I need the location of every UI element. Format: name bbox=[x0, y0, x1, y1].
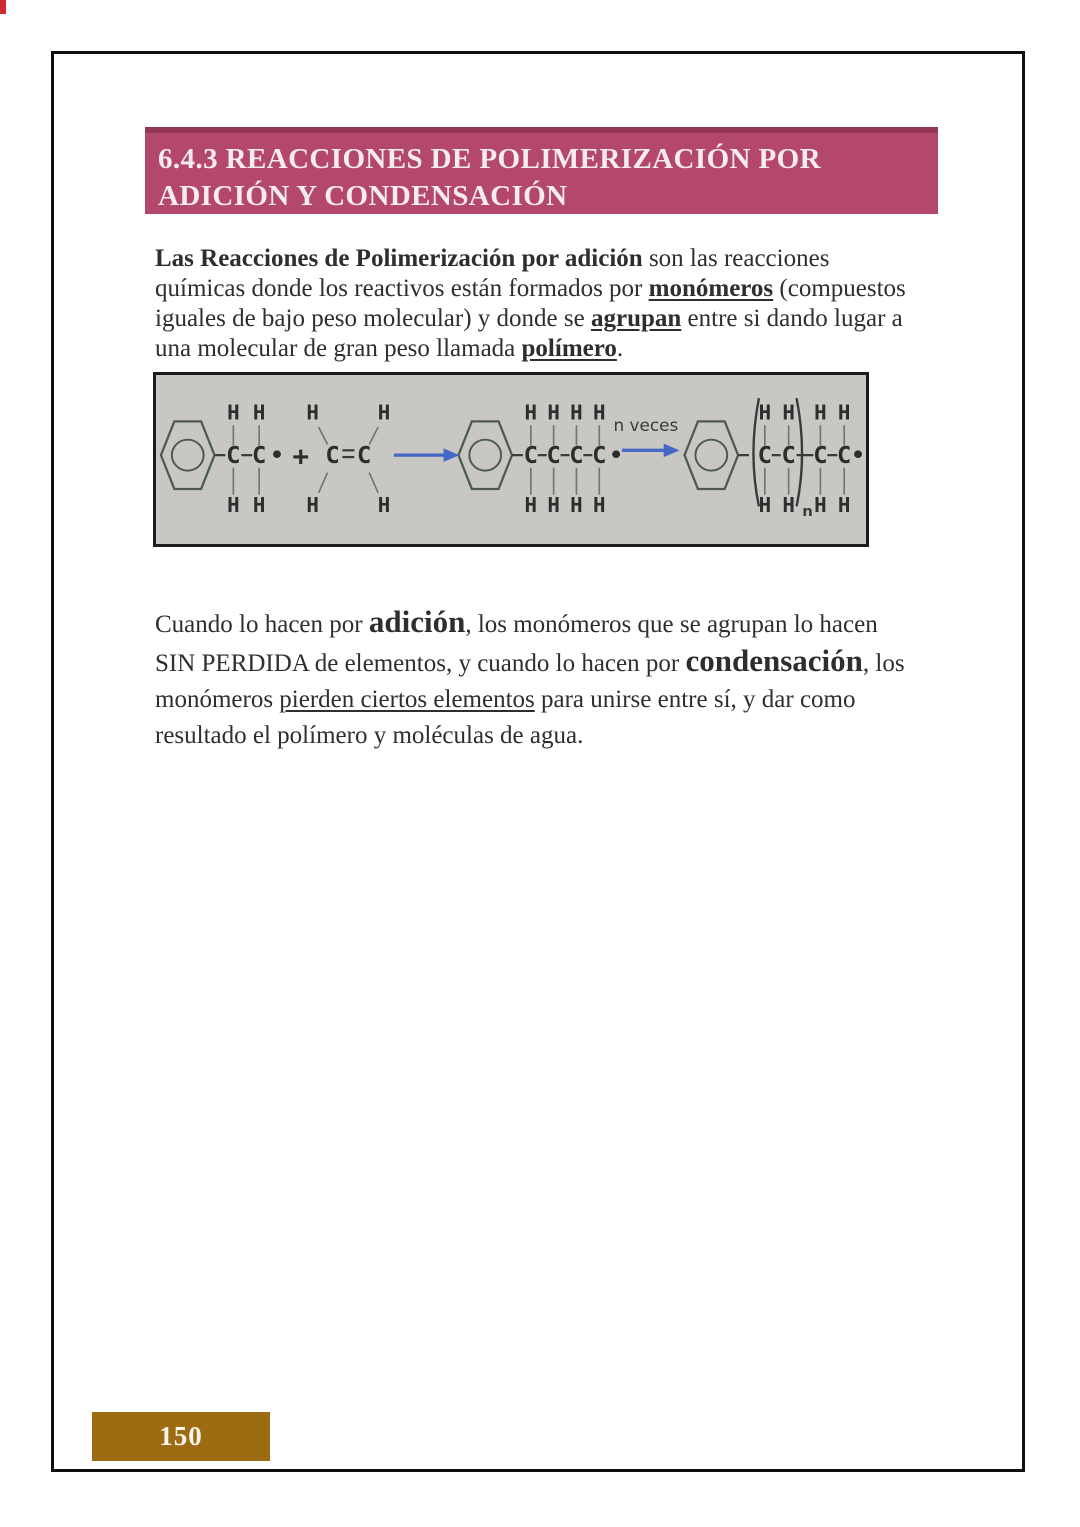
text-line bbox=[155, 718, 985, 754]
atom-label: C bbox=[813, 441, 828, 469]
atom-label: C bbox=[757, 441, 773, 469]
benzene-ring bbox=[161, 421, 215, 489]
atom-label: + bbox=[292, 441, 310, 472]
text-segment: pierden ciertos elementos bbox=[279, 686, 535, 713]
section-title-line1: 6.4.3 REACCIONES DE POLIMERIZACIÓN POR bbox=[158, 143, 821, 175]
atom-label: H bbox=[306, 400, 319, 425]
section-header bbox=[145, 127, 938, 214]
atom-label: H bbox=[377, 400, 391, 425]
text-line bbox=[155, 304, 955, 334]
atom-label: H bbox=[306, 493, 319, 518]
atom-label: n bbox=[802, 503, 813, 520]
text-line bbox=[155, 334, 955, 364]
bracket-paren bbox=[797, 398, 802, 506]
aromatic-circle bbox=[469, 440, 501, 471]
atom-label: C bbox=[592, 441, 607, 469]
text-segment: iguales de bajo peso molecular) y donde se bbox=[155, 305, 591, 332]
atom-label: C bbox=[251, 441, 267, 469]
h-bond bbox=[319, 473, 328, 493]
atom-label: H bbox=[837, 400, 851, 425]
text-segment: SIN PERDIDA de elementos, y cuando lo hacen por bbox=[155, 650, 686, 677]
red-corner-mark bbox=[0, 0, 6, 14]
reaction-arrow-head bbox=[664, 444, 680, 458]
atom-label: H bbox=[524, 400, 538, 425]
text-segment: resultado el polímero y moléculas de agua. bbox=[155, 722, 584, 749]
benzene-ring bbox=[458, 421, 512, 489]
text-segment: son las reacciones bbox=[642, 245, 830, 272]
atom-label: H bbox=[782, 493, 795, 518]
atom-label: H bbox=[227, 400, 240, 425]
text-line bbox=[155, 643, 985, 682]
atom-label: H bbox=[377, 493, 391, 518]
radical-dot bbox=[612, 450, 620, 458]
atom-label: C bbox=[357, 441, 372, 469]
text-segment: para unirse entre sí, y dar como bbox=[534, 686, 856, 713]
atom-label: H bbox=[570, 400, 583, 425]
atom-label: H bbox=[758, 493, 772, 518]
atom-label: H bbox=[524, 493, 538, 518]
page-number-text: 150 bbox=[159, 1421, 203, 1451]
text-segment: entre si dando lugar a bbox=[681, 305, 903, 332]
atom-label: C bbox=[546, 441, 561, 469]
reaction-arrow-head bbox=[444, 448, 460, 462]
atom-label: C bbox=[523, 441, 538, 469]
text-segment: , los bbox=[862, 650, 905, 677]
atom-label: H bbox=[547, 493, 560, 518]
aromatic-circle bbox=[172, 440, 204, 471]
text-segment: polímero bbox=[521, 335, 617, 362]
benzene-ring bbox=[685, 421, 739, 489]
radical-dot bbox=[273, 450, 281, 458]
atom-label: C bbox=[325, 441, 340, 469]
text-segment: condensación bbox=[685, 643, 863, 678]
text-segment: , los monómeros que se agrupan lo hacen bbox=[465, 611, 878, 638]
polymerization-diagram bbox=[156, 375, 866, 544]
radical-dot bbox=[854, 450, 862, 458]
text-segment: agrupan bbox=[590, 305, 682, 332]
section-title-line2: ADICIÓN Y CONDENSACIÓN bbox=[158, 180, 568, 212]
atom-label: H bbox=[252, 400, 266, 425]
atom-label: H bbox=[782, 400, 795, 425]
atom-label: H bbox=[814, 493, 827, 518]
atom-label: H bbox=[252, 493, 266, 518]
text-segment: una molecular de gran peso llamada bbox=[155, 335, 522, 362]
text-segment: (compuestos bbox=[773, 275, 906, 302]
paragraph-intro bbox=[155, 244, 955, 364]
h-bond bbox=[369, 473, 378, 493]
text-line bbox=[155, 604, 985, 643]
atom-label: H bbox=[758, 400, 772, 425]
aromatic-circle bbox=[695, 440, 727, 471]
text-segment: monómeros bbox=[155, 686, 280, 713]
text-segment: Cuando lo hacen por bbox=[155, 611, 369, 638]
atom-label: H bbox=[814, 400, 827, 425]
atom-label: H bbox=[547, 400, 560, 425]
atom-label: H bbox=[570, 493, 583, 518]
atom-label: H bbox=[592, 493, 606, 518]
atom-label: H bbox=[837, 493, 851, 518]
atom-label: n veces bbox=[613, 416, 679, 435]
text-segment: químicas donde los reactivos están formados por bbox=[155, 275, 649, 302]
reaction-figure bbox=[153, 372, 869, 547]
atom-label: C bbox=[569, 441, 584, 469]
atom-label: C bbox=[837, 441, 852, 469]
atom-label: H bbox=[227, 493, 240, 518]
text-segment: monómeros bbox=[648, 275, 774, 302]
atom-label: C bbox=[781, 441, 796, 469]
text-line bbox=[155, 244, 955, 274]
text-segment: Las Reacciones de Polimerización por adición bbox=[155, 245, 643, 272]
text-line bbox=[155, 682, 985, 718]
page-number-badge bbox=[92, 1412, 270, 1461]
text-segment: adición bbox=[368, 604, 466, 639]
text-segment: . bbox=[616, 335, 624, 362]
paragraph-explanation bbox=[155, 604, 985, 754]
text-line bbox=[155, 274, 955, 304]
atom-label: H bbox=[592, 400, 606, 425]
atom-label: C bbox=[226, 441, 241, 469]
